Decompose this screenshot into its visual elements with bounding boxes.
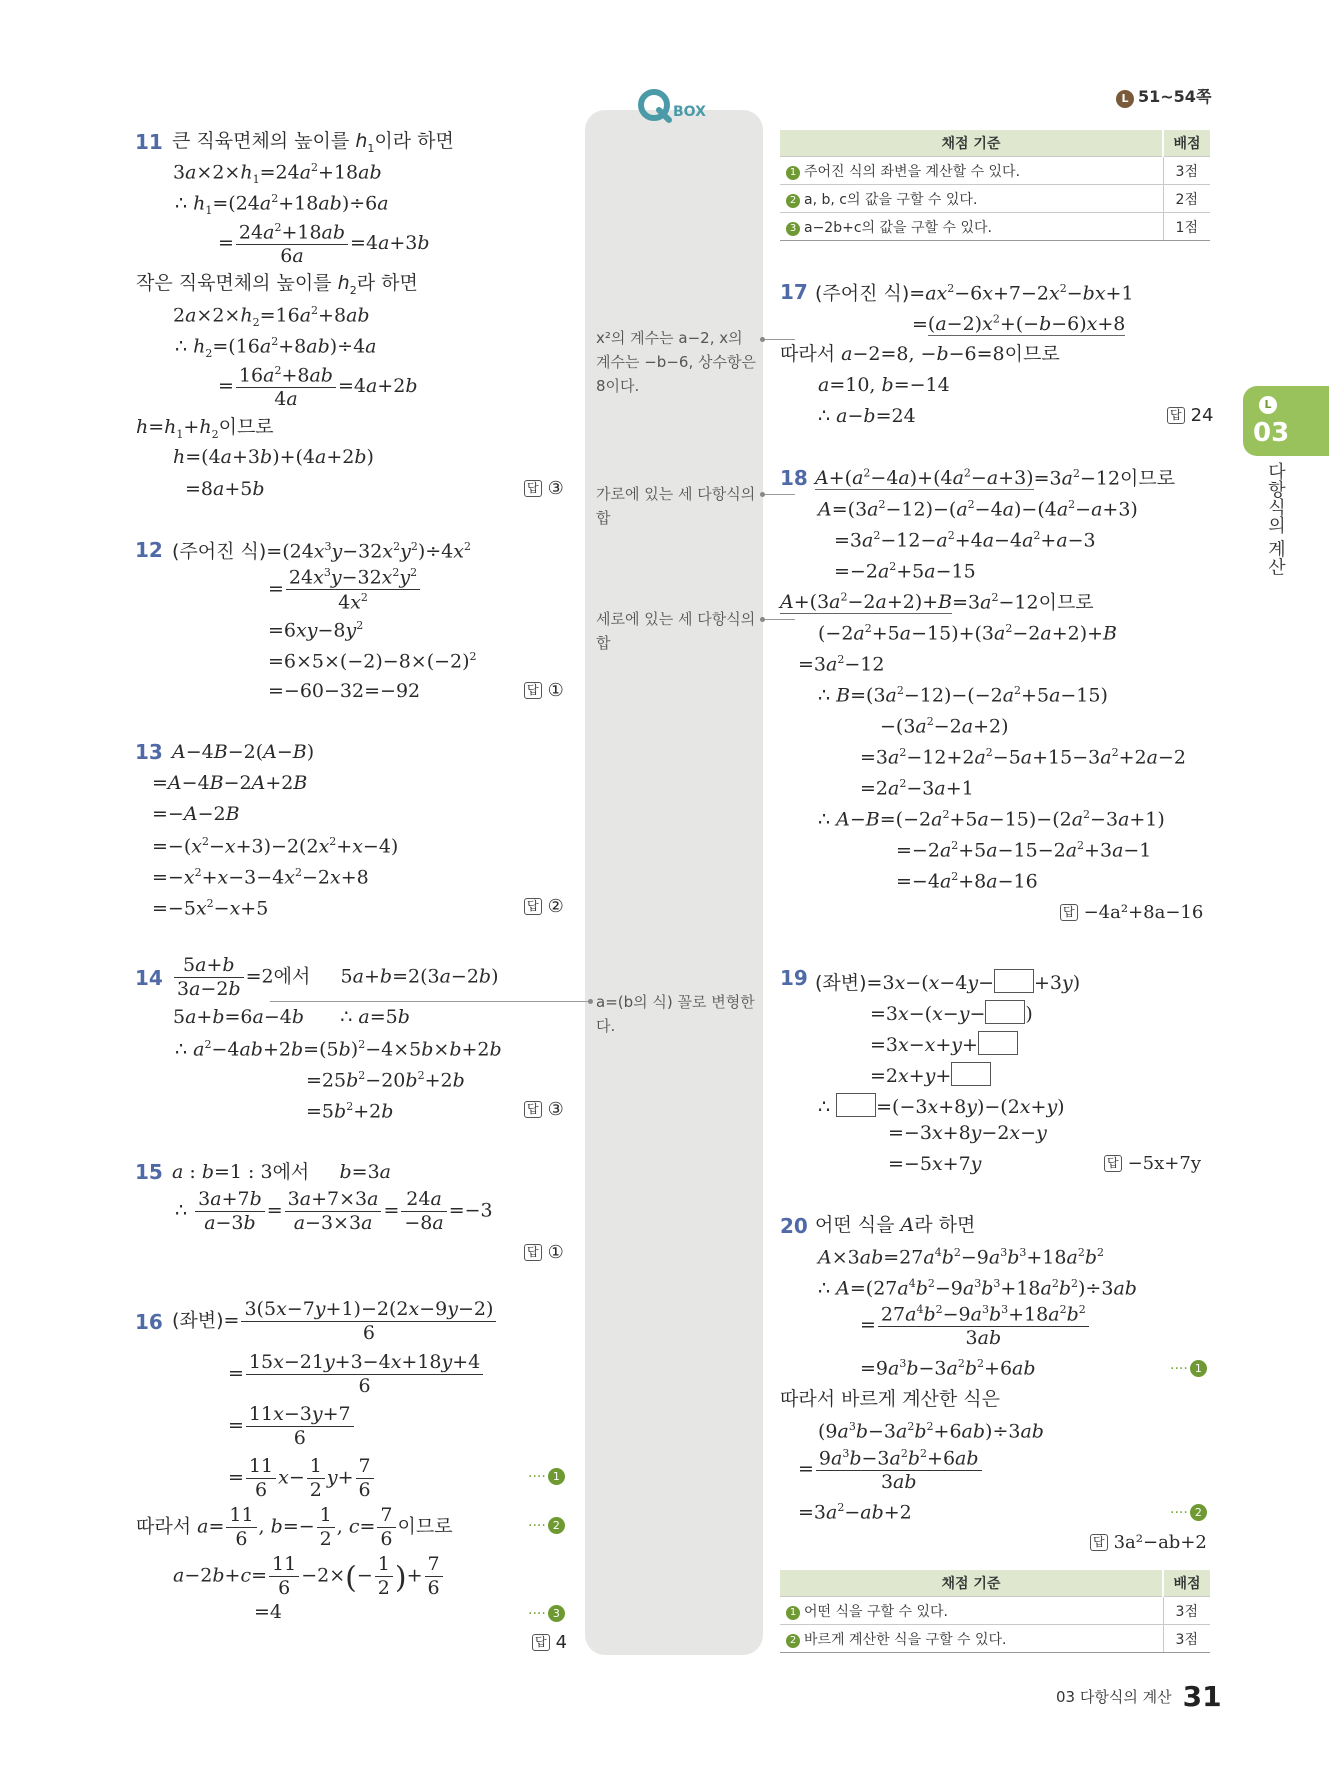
answer-value: −5x+7y [1127, 1153, 1201, 1174]
chapter-tab-badge: L [1259, 396, 1277, 414]
solution-line: =−5x+7y [888, 1153, 982, 1175]
problem-number: 14 [135, 966, 163, 990]
answer-mark: 답 [524, 1101, 542, 1118]
step-circle: 2 [786, 194, 800, 208]
score-criteria: a, b, c의 값을 구할 수 있다. [804, 191, 978, 208]
problem-number: 20 [780, 1214, 808, 1238]
answer-mark: 답 [1060, 904, 1078, 921]
step-marker: ···· 2 [528, 1517, 565, 1534]
answer [1104, 1155, 1201, 1173]
solution-line: $=9a^3b-3a^2b^2+6ab$ [860, 1357, 1036, 1380]
solution-line: 5a+b=6a−4b ∴ a=5b [173, 1006, 410, 1028]
step-circle: 2 [548, 1517, 565, 1534]
solution-line: $=3a^2-12+2a^2-5a+15-3a^2+2a-2$ [860, 746, 1186, 769]
solution-line: = $\frac{27a^4b^2-9a^3b^3+18a^2b^2}{3ab}$ [860, 1304, 1091, 1348]
solution-line: =3x−x+y+ [870, 1031, 1018, 1055]
solution-line: a : b=1 : 3에서 b=3a [172, 1161, 391, 1183]
score-row [780, 1597, 1210, 1625]
score-row [780, 185, 1210, 213]
solution-line: $=-2a^2+5a-15$ [834, 560, 976, 583]
solution-line: =8a+5b [185, 478, 265, 500]
score-row [780, 213, 1210, 241]
solution-line: 따라서 a−2=8, −b−6=8이므로 [780, 343, 1060, 365]
problem-number: 12 [135, 538, 163, 562]
solution-line: = $\frac{16a^2+8ab}{4a}$ =4a+2b [218, 364, 418, 411]
solution-line: $=2a^2-3a+1$ [860, 777, 974, 800]
solution-line: = $\frac{24a^2+18ab}{6a}$ =4a+3b [218, 221, 430, 268]
answer-value: 4 [555, 1632, 568, 1653]
answer-value: ① [547, 680, 564, 701]
score-row [780, 157, 1210, 185]
answer [1090, 1534, 1207, 1552]
solution-line: = $\frac{11}{6}$ x− $\frac{1}{2}$ y+ $\frac{7}{6}$ [228, 1457, 376, 1500]
step-marker: ···· 1 [1170, 1360, 1207, 1377]
step-circle: 2 [786, 1634, 800, 1648]
answer-value: ② [547, 896, 564, 917]
solution-line: $2a\times 2\times h_2=16a^2+8ab$ [173, 304, 370, 330]
solution-line: ∴ $a^2-4ab+2b=(5b)^2-4\times 5b\times b+2b$ [175, 1038, 502, 1061]
answer-mark: 답 [524, 898, 542, 915]
score-criteria: 바르게 계산한 식을 구할 수 있다. [804, 1631, 1007, 1648]
step-circle: 1 [548, 1468, 565, 1485]
problem-number: 15 [135, 1160, 163, 1184]
problem-number: 18 [780, 466, 808, 490]
score-points: 3점 [1163, 1625, 1210, 1653]
solution-line: =4 [254, 1601, 283, 1623]
note-leader-line [765, 339, 795, 340]
solution-line: a−2b+c= $\frac{11}{6}$ −2×(− $\frac{1}{2}$ )+ $\frac{7}{6}$ [173, 1555, 445, 1598]
qbox-note: x²의 계수는 a−2, x의 계수는 −b−6, 상수항은 8이다. [596, 329, 756, 395]
blank-box [994, 969, 1034, 993]
solution-line: = $\frac{11x-3y+7}{6}$ [228, 1405, 356, 1448]
answer-mark: 답 [524, 480, 542, 497]
page-range: 51~54쪽 [1138, 87, 1212, 106]
solution-line: $A=(3a^2-12)-(a^2-4a)-(4a^2-a+3)$ [818, 498, 1138, 521]
score-criteria: 어떤 식을 구할 수 있다. [804, 1603, 948, 1620]
solution-line: A−4B−2(A−B) [172, 741, 315, 763]
score-table [780, 1570, 1210, 1653]
solution-line: $=3a^2-12$ [798, 653, 885, 676]
solution-line: =2x+y+ [870, 1062, 991, 1086]
page-range-header [1116, 84, 1211, 108]
solution-line: (주어진 식)$=ax^2-6x+7-2x^2-bx+1$ [815, 282, 1134, 305]
solution-line: $A+(3a^2-2a+2)+B=3a^2-12$이므로 [780, 591, 1094, 614]
score-criteria: a−2b+c의 값을 구할 수 있다. [804, 219, 992, 236]
answer-value: 24 [1190, 405, 1214, 426]
score-points: 3점 [1163, 157, 1210, 185]
solution-line: 따라서 바르게 계산한 식은 [780, 1388, 1001, 1410]
score-points: 2점 [1163, 185, 1210, 213]
solution-line: ∴ $A=(27a^4b^2-9a^3b^3+18a^2b^2)\div 3ab$ [818, 1277, 1137, 1300]
note-leader-line [765, 619, 795, 620]
solution-line: $3a\times 2\times h_1=24a^2+18ab$ [173, 161, 382, 187]
answer-mark: 답 [1104, 1155, 1122, 1172]
solution-line: ∴ $h_2=(16a^2+8ab)\div 4a$ [175, 335, 377, 361]
score-table-16 [780, 130, 1210, 241]
answer-mark: 답 [1167, 407, 1185, 424]
solution-line: ∴ =(−3x+8y)−(2x+y) [818, 1093, 1065, 1117]
solution-line: = $\frac{9a^3b-3a^2b^2+6ab}{3ab}$ [798, 1448, 984, 1492]
score-points: 1점 [1163, 213, 1210, 241]
answer [524, 682, 564, 700]
answer [1167, 407, 1214, 425]
problem-number: 13 [135, 740, 163, 764]
score-header-points: 배점 [1163, 1570, 1210, 1597]
answer-mark: 답 [532, 1634, 550, 1651]
solution-line: = $\frac{15x-21y+3-4x+18y+4}{6}$ [228, 1353, 485, 1396]
solution-line: (좌변)=3x−(x−4y− +3y) [815, 969, 1080, 993]
solution-line: h=(4a+3b)+(4a+2b) [173, 446, 374, 468]
solution-line: 어떤 식을 A라 하면 [815, 1214, 976, 1236]
step-circle: 1 [786, 1606, 800, 1620]
solution-line: (주어진 식)$=(24x^3y-32x^2y^2)\div 4x^2$ [172, 540, 471, 563]
note-leader-line [765, 494, 795, 495]
page-number: 31 [1182, 1680, 1222, 1713]
solution-line: ∴ $\frac{3a+7b}{a-3b}$ = $\frac{3a+7\times 3a}{a-3\times 3a}$ = $\frac{24a}{-8a}$ =−3 [175, 1188, 493, 1234]
l-badge: L [1116, 90, 1134, 108]
step-circle: 1 [786, 166, 800, 180]
solution-line: =−60−32=−92 [268, 680, 421, 702]
problem-number: 17 [780, 280, 808, 304]
score-table-20 [780, 1570, 1210, 1653]
qbox-note: 세로에 있는 세 다항식의 합 [596, 610, 756, 652]
qbox-logo [637, 88, 717, 126]
solution-line: $(9a^3b-3a^2b^2+6ab)\div 3ab$ [818, 1420, 1044, 1443]
solution-line: a=10, b=−14 [818, 374, 950, 396]
qbox-q-icon [637, 88, 673, 124]
solution-line: 따라서 a= $\frac{11}{6}$ , b=− $\frac{1}{2}$ , c= $\frac{7}{6}$ 이므로 [136, 1504, 453, 1550]
answer [532, 1634, 567, 1652]
chapter-side-tab [1243, 386, 1329, 456]
solution-line: $(-2a^2+5a-15)+(3a^2-2a+2)+B$ [818, 622, 1118, 645]
solution-line: $h=h_1+h_2$이므로 [136, 416, 274, 441]
step-circle: 3 [548, 1605, 565, 1622]
solution-line: =3x−(x−y− ) [870, 1000, 1033, 1024]
step-circle: 1 [1190, 1360, 1207, 1377]
step-marker: ···· 1 [528, 1468, 565, 1485]
step-circle: 2 [1190, 1504, 1207, 1521]
score-table [780, 130, 1210, 241]
score-header-criteria: 채점 기준 [780, 130, 1163, 157]
score-row [780, 1625, 1210, 1653]
solution-line: $A+(a^2-4a)+(4a^2-a+3)=3a^2-12$이므로 [815, 467, 1176, 490]
note-leader-dot [588, 999, 593, 1004]
page-footer [1056, 1680, 1222, 1713]
qbox-note: a=(b의 식) 꼴로 변형한다. [596, 993, 755, 1035]
answer-mark: 답 [524, 682, 542, 699]
qbox-note: 가로에 있는 세 다항식의 합 [596, 485, 756, 527]
solution-line: $\frac{5a+b}{3a-2b}$ =2에서 5a+b=2(3a−2b) [172, 956, 499, 999]
solution-line: = $\frac{24x^3y-32x^2y^2}{4x^2}$ [268, 567, 422, 613]
solution-line: $=-(x^2-x+3)-2(2x^2+x-4)$ [152, 835, 399, 858]
score-header-criteria: 채점 기준 [780, 1570, 1163, 1597]
solution-line: =−A−2B [152, 803, 240, 825]
answer-value: ③ [547, 478, 564, 499]
chapter-side-title: 다항식의 계산 [1265, 462, 1286, 576]
blank-box [978, 1031, 1018, 1055]
step-marker: ···· 3 [528, 1605, 565, 1622]
solution-line: ∴ a−b=24 [818, 405, 916, 427]
problem-number: 19 [780, 966, 808, 990]
score-criteria: 주어진 식의 좌변을 계산할 수 있다. [804, 163, 1021, 180]
solution-line: ∴ $A-B=(-2a^2+5a-15)-(2a^2-3a+1)$ [818, 808, 1165, 831]
solution-line: $=25b^2-20b^2+2b$ [306, 1069, 465, 1092]
answer [524, 898, 564, 916]
solution-line: $=-x^2+x-3-4x^2-2x+8$ [152, 866, 369, 889]
answer [524, 1101, 564, 1119]
solution-line: $=3a^2-ab+2$ [798, 1501, 912, 1524]
solution-line: ∴ $h_1=(24a^2+18ab)\div 6a$ [175, 192, 389, 218]
footer-chapter: 03 다항식의 계산 [1056, 1688, 1172, 1706]
solution-line: $=5b^2+2b$ [306, 1100, 394, 1123]
blank-box [985, 1000, 1025, 1024]
blank-box [951, 1062, 991, 1086]
answer-value: ① [547, 1242, 564, 1263]
step-marker: ···· 2 [1170, 1504, 1207, 1521]
solution-line: 큰 직육면체의 높이를 $h_1$이라 하면 [172, 130, 454, 155]
solution-line: =−3x+8y−2x−y [888, 1122, 1047, 1144]
solution-line: $=-5x^2-x+5$ [152, 897, 269, 920]
solution-line: $-(3a^2-2a+2)$ [880, 715, 1009, 738]
note-leader-line [270, 1001, 590, 1002]
solution-line: $=(a-2)x^2+(-b-6)x+8$ [912, 313, 1126, 336]
solution-line: $=6\times 5\times(-2)-8\times(-2)^2$ [268, 650, 477, 673]
answer [524, 480, 564, 498]
answer-value: ③ [547, 1099, 564, 1120]
chapter-tab-number: 03 [1253, 418, 1290, 448]
solution-line: (좌변)= $\frac{3(5x-7y+1)-2(2x-9y-2)}{6}$ [172, 1300, 498, 1343]
blank-box [836, 1093, 876, 1117]
solution-line: $=-4a^2+8a-16$ [896, 870, 1038, 893]
solution-line: $=3a^2-12-a^2+4a-4a^2+a-3$ [834, 529, 1096, 552]
answer [1060, 904, 1203, 922]
score-points: 3점 [1163, 1597, 1210, 1625]
answer-mark: 답 [1090, 1534, 1108, 1551]
solution-line: =A−4B−2A+2B [152, 772, 308, 794]
solution-line: ∴ $B=(3a^2-12)-(-2a^2+5a-15)$ [818, 684, 1108, 707]
problem-number: 11 [135, 130, 163, 154]
answer-mark: 답 [524, 1244, 542, 1261]
answer [524, 1244, 564, 1262]
problem-number: 16 [135, 1310, 163, 1334]
solution-line: $A\times 3ab=27a^4b^2-9a^3b^3+18a^2b^2$ [818, 1246, 1104, 1269]
qbox-logo-text: BOX [673, 104, 706, 120]
answer-value: −4a²+8a−16 [1083, 902, 1204, 923]
step-circle: 3 [786, 222, 800, 236]
solution-line: $=6xy-8y^2$ [268, 619, 364, 642]
score-header-points: 배점 [1163, 130, 1210, 157]
answer-value: 3a²−ab+2 [1113, 1532, 1207, 1553]
solution-line: $=-2a^2+5a-15-2a^2+3a-1$ [896, 839, 1152, 862]
solution-line: 작은 직육면체의 높이를 $h_2$라 하면 [136, 272, 418, 297]
